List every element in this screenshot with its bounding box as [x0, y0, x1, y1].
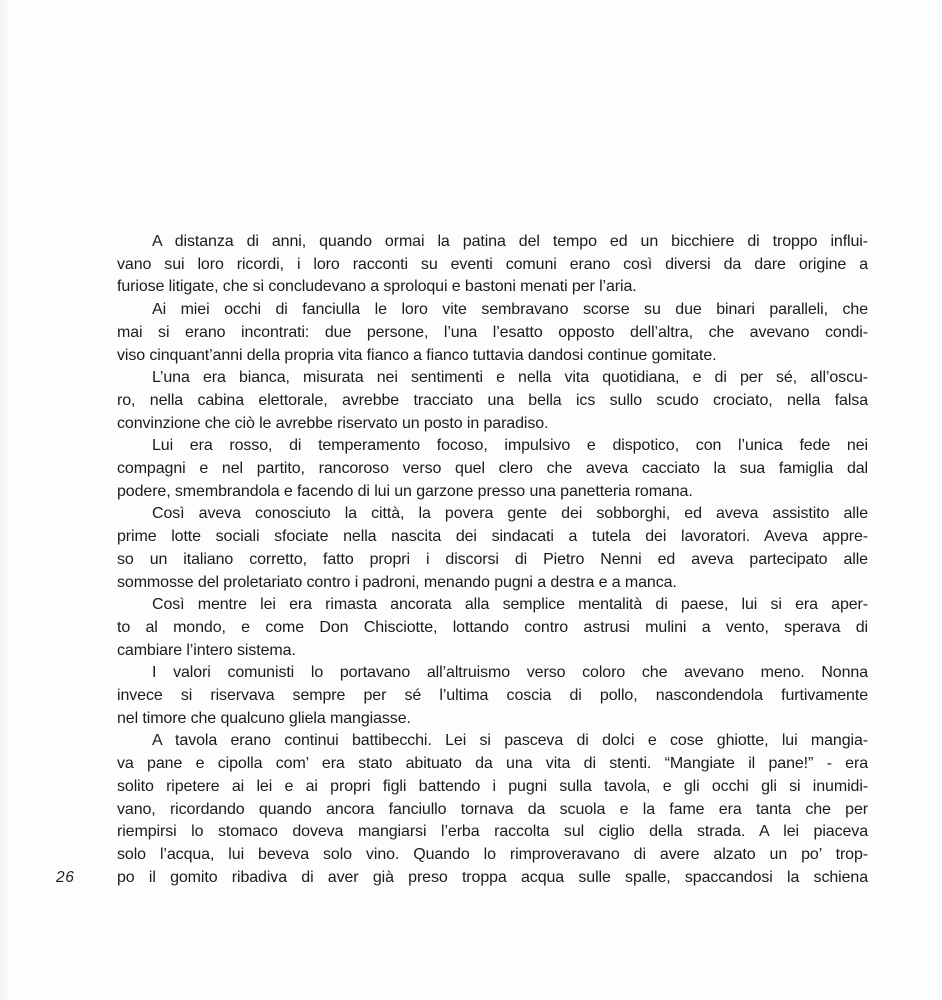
text-line: nel timore che qualcuno gliela mangiasse.: [117, 709, 411, 727]
text-line: riempirsi lo stomaco doveva mangiarsi l’erba raccolta sul ciglio della strada. A lei piaceva: [117, 823, 868, 841]
text-line: solito ripetere ai lei e ai propri figli battendo i pugni sulla tavola, e gli occhi gli si inumidi-: [117, 777, 868, 795]
text-line: A distanza di anni, quando ormai la patina del tempo ed un bicchiere di troppo influi-: [152, 233, 868, 250]
text-line: compagni e nel partito, rancoroso verso quel clero che aveva cacciato la sua famiglia dal: [117, 460, 868, 478]
text-line: solo l’acqua, lui beveva solo vino. Quando lo rimproveravano di avere alzato un po’ trop-: [117, 845, 868, 863]
text-line: vano sui loro ricordi, i loro racconti su eventi comuni erano così diversi da dare origine a: [117, 255, 868, 273]
text-line: ro, nella cabina elettorale, avrebbe tracciato una bella ics sullo scudo crociato, nella falsa: [117, 391, 868, 409]
text-line: furiose litigate, che si concludevano a sproloqui e bastoni menati per l’aria.: [117, 278, 637, 296]
text-line: I valori comunisti lo portavano all’altruismo verso coloro che avevano meno. Nonna: [152, 664, 868, 682]
text-line: L’una era bianca, misurata nei sentimenti e nella vita quotidiana, e di per sé, all’oscu-: [152, 369, 868, 387]
text-line: cambiare l’intero sistema.: [117, 641, 296, 659]
text-line: Ai miei occhi di fanciulla le loro vite sembravano scorse su due binari paralleli, che: [152, 301, 868, 319]
text-line: po il gomito ribadiva di aver già preso troppa acqua sulle spalle, spaccandosi la schiena: [117, 868, 868, 886]
text-line: vano, ricordando quando ancora fanciullo tornava da scuola e la fame era tanta che per: [117, 800, 868, 818]
text-line: Così mentre lei era rimasta ancorata alla semplice mentalità di paese, lui si era aper-: [152, 596, 868, 614]
text-line: to al mondo, e come Don Chisciotte, lottando contro astrusi mulini a vento, sperava di: [117, 618, 868, 636]
page-text-block: [117, 231, 868, 889]
text-line: va pane e cipolla com’ era stato abituato da una vita di stenti. “Mangiate il pane!” - era: [117, 755, 868, 773]
text-line: Lui era rosso, di temperamento focoso, impulsivo e dispotico, con l’unica fede nei: [152, 437, 868, 455]
scan-edge-shadow: [0, 0, 10, 1000]
page-number: 26: [56, 869, 75, 886]
text-line: mai si erano incontrati: due persone, l’una l’esatto opposto dell’altra, che avevano condi-: [117, 323, 868, 341]
text-line: convinzione che ciò le avrebbe riservato un posto in paradiso.: [117, 414, 549, 432]
text-line: invece si riservava sempre per sé l’ultima coscia di pollo, nascondendola furtivamente: [117, 687, 868, 705]
text-line: so un italiano corretto, fatto propri i discorsi di Pietro Nenni ed aveva partecipato alle: [117, 550, 868, 568]
text-line: sommosse del proletariato contro i padroni, menando pugni a destra e a manca.: [117, 573, 677, 591]
text-line: viso cinquant’anni della propria vita fianco a fianco tuttavia dandosi continue gomitate.: [117, 346, 717, 364]
text-line: A tavola erano continui battibecchi. Lei si pasceva di dolci e cose ghiotte, lui mangia-: [152, 732, 868, 750]
text-line: podere, smembrandola e facendo di lui un garzone presso una panetteria romana.: [117, 482, 693, 500]
text-line: Così aveva conosciuto la città, la povera gente dei sobborghi, ed aveva assistito alle: [152, 505, 868, 523]
text-line: prime lotte sociali sfociate nella nascita dei sindacati a tutela dei lavoratori. Aveva appre-: [117, 528, 868, 546]
